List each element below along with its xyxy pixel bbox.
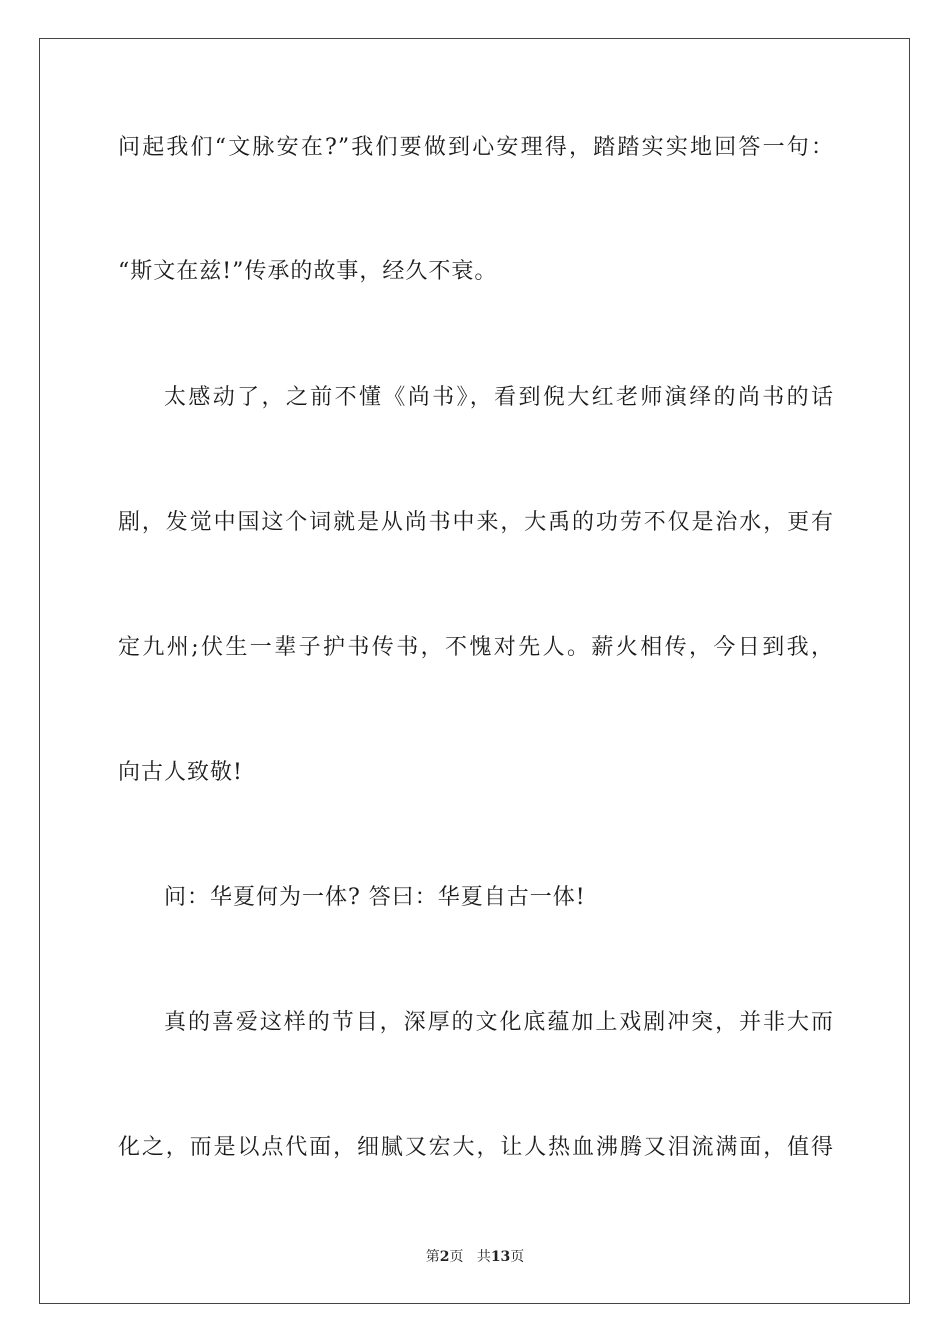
- text-line: 太感动了，之前不懂《尚书》，看到倪大红老师演绎的尚书的话: [164, 385, 834, 410]
- total-prefix: 共: [476, 1249, 491, 1265]
- page-prefix: 第: [425, 1249, 440, 1265]
- text-line: 剧，发觉中国这个词就是从尚书中来，大禹的功劳不仅是治水，更有: [118, 510, 834, 535]
- page-footer: [0, 1246, 950, 1266]
- text-line: 定九州;伏生一辈子护书传书，不愧对先人。薪火相传，今日到我，: [118, 635, 834, 660]
- page-border: [39, 38, 910, 1304]
- page-total: 13: [490, 1249, 511, 1265]
- text-line: 化之，而是以点代面，细腻又宏大，让人热血沸腾又泪流满面，值得: [118, 1135, 834, 1160]
- text-line: “斯文在兹!”传承的故事，经久不衰。: [118, 259, 498, 284]
- text-line: 问：华夏何为一体? 答曰：华夏自古一体!: [164, 885, 586, 910]
- page-current: 2: [439, 1249, 450, 1265]
- total-suffix: 页: [510, 1249, 525, 1265]
- text-line: 问起我们“文脉安在?”我们要做到心安理得，踏踏实实地回答一句：: [118, 135, 834, 160]
- text-line: 向古人致敬!: [118, 760, 243, 785]
- page-suffix: 页: [449, 1249, 464, 1265]
- text-line: 真的喜爱这样的节目，深厚的文化底蕴加上戏剧冲突，并非大而: [164, 1010, 834, 1035]
